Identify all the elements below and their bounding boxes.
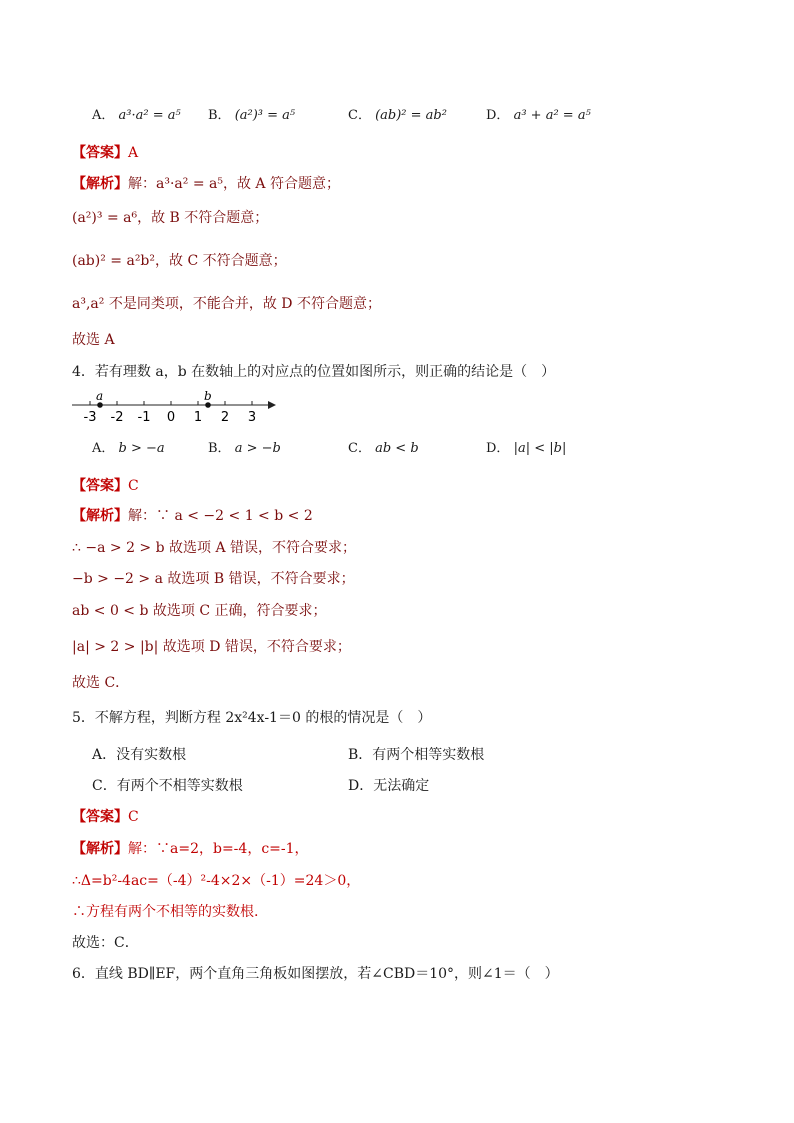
q3-option-d: D． a³ + a² = a⁵ [486,108,591,123]
q3-conclusion: 故选 A [72,332,115,348]
q3-answer: 【答案】A [72,145,139,161]
q4-option-a: A． b > −a [92,441,165,456]
q5-analysis-line-3: ∴方程有两个不相等的实数根. [72,904,259,920]
q4-option-c-expr: ab < b [375,441,419,456]
q4-option-c: C． ab < b [348,441,419,456]
q5-option-a: A．没有实数根 [92,747,187,763]
q5-conclusion: 故选：C． [72,935,139,951]
number-line-tick-label: 3 [247,410,257,425]
q4-option-d-expr: |a| < |b| [513,441,567,456]
q5-analysis-line-2: ∴Δ=b²-4ac=（-4）²-4×2×（-1）=24＞0， [72,873,361,889]
q4-analysis-line-1: 【解析】解：∵ a < −2 < 1 < b < 2 [72,508,313,524]
q4-answer: 【答案】C [72,478,139,494]
q5-stem: 5．不解方程，判断方程 2x²4x-1＝0 的根的情况是（ ） [72,710,432,726]
q3-analysis-line-1: 【解析】解：a³·a² = a⁵，故 A 符合题意； [72,176,340,192]
q3-option-d-expr: a³ + a² = a⁵ [513,108,591,123]
q5-option-d: D．无法确定 [348,778,430,794]
q4-option-b: B． a > −b [208,441,281,456]
q5-option-b: B．有两个相等实数根 [348,747,485,763]
number-line-tick-label: 2 [220,410,230,425]
q4-analysis-line-4: ab < 0 < b 故选项 C 正确，符合要求； [72,603,327,619]
q3-option-a: A． a³·a² = a⁵ [92,108,181,123]
point-b-label: b [204,389,212,403]
q5-answer: 【答案】C [72,809,139,825]
q4-option-a-expr: b > −a [118,441,165,456]
q4-stem: 4．若有理数 a，b 在数轴上的对应点的位置如图所示，则正确的结论是（ ） [72,364,556,380]
q3-option-c: C． (ab)² = ab² [348,108,447,123]
point-a-label: a [96,389,104,403]
number-line-tick-label: -3 [83,410,97,425]
q4-option-d: D． |a| < |b| [486,441,567,456]
q5-option-c: C．有两个不相等实数根 [92,778,243,794]
number-line-tick-label: 0 [166,410,176,425]
q3-option-a-expr: a³·a² = a⁵ [118,108,181,123]
q4-analysis-line-2: ∴ −a > 2 > b 故选项 A 错误，不符合要求； [72,540,357,556]
number-line-tick-label: -2 [110,410,124,425]
point-a-dot [97,402,103,408]
q3-option-b: B． (a²)³ = a⁵ [208,108,296,123]
q3-option-c-expr: (ab)² = ab² [375,108,447,123]
q3-analysis-line-2: (a²)³ = a⁶，故 B 不符合题意； [72,210,269,226]
q3-analysis-line-4: a³,a² 不是同类项，不能合并，故 D 不符合题意； [72,296,381,312]
number-line-tick-label: 1 [193,410,203,425]
number-line-tick-label: -1 [137,410,151,425]
q5-analysis-line-1: 【解析】解：∵a=2，b=-4，c=-1， [72,841,309,857]
q4-analysis-line-5: |a| > 2 > |b| 故选项 D 错误，不符合要求； [72,639,351,655]
point-b-dot [205,402,211,408]
q6-stem: 6．直线 BD∥EF，两个直角三角板如图摆放，若∠CBD＝10°，则∠1＝（ ） [72,966,559,982]
number-line-arrow [268,401,276,409]
q3-option-b-expr: (a²)³ = a⁵ [234,108,296,123]
q4-option-b-expr: a > −b [234,441,281,456]
q3-analysis-line-3: (ab)² = a²b²，故 C 不符合题意； [72,253,287,269]
q4-analysis-line-3: −b > −2 > a 故选项 B 错误，不符合要求； [72,571,355,587]
q4-conclusion: 故选 C． [72,675,130,691]
number-line-figure [70,388,280,428]
